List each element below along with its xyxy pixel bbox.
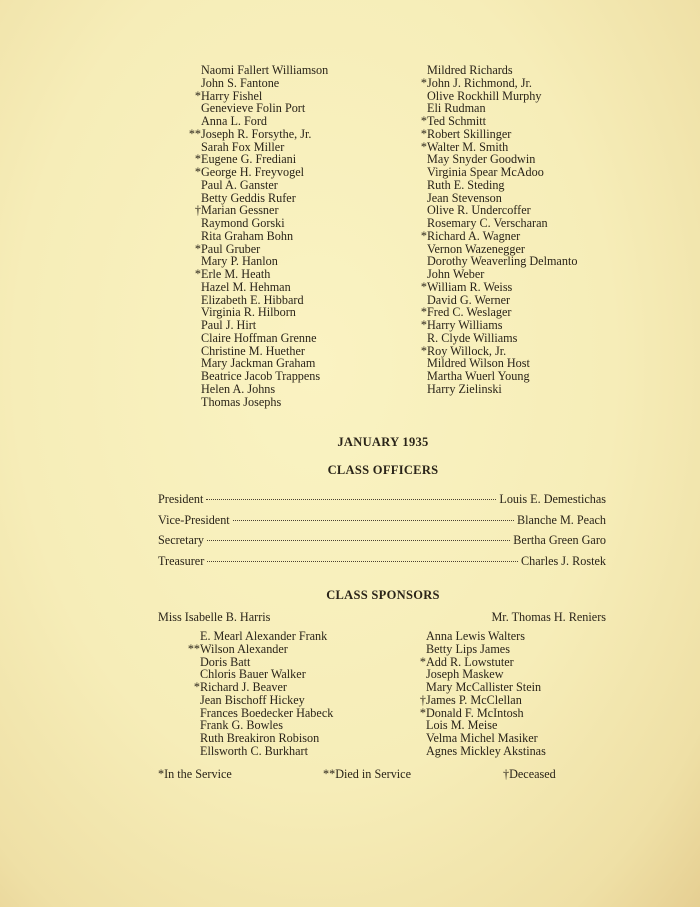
person-name: Mildred Richards bbox=[427, 63, 513, 77]
person-name: Jean Stevenson bbox=[427, 190, 502, 205]
leader-dots bbox=[206, 499, 496, 500]
status-mark: * bbox=[420, 114, 427, 128]
person-name: William R. Weiss bbox=[427, 279, 513, 294]
person-name: Sarah Fox Miller bbox=[201, 139, 285, 154]
person-name: Mildred Wilson Host bbox=[427, 356, 530, 371]
person-name: May Snyder Goodwin bbox=[427, 152, 536, 167]
person-name: Velma Michel Masiker bbox=[426, 731, 538, 745]
person-name: Vernon Wazenegger bbox=[427, 241, 525, 256]
legend-deceased: †Deceased bbox=[503, 767, 556, 781]
officer-row-secretary bbox=[158, 533, 606, 548]
officer-role: President bbox=[158, 492, 204, 506]
sponsor-left: Miss Isabelle B. Harris bbox=[158, 610, 271, 624]
person-name: Raymond Gorski bbox=[201, 216, 285, 230]
person-name: Anna Lewis Walters bbox=[426, 629, 525, 643]
status-mark: * bbox=[420, 343, 427, 358]
person-name: Ruth Breakiron Robison bbox=[200, 731, 320, 745]
leader-dots bbox=[207, 540, 510, 541]
status-mark: * bbox=[194, 267, 201, 281]
status-mark: ** bbox=[188, 126, 201, 141]
person-name: Donald F. McIntosh bbox=[426, 705, 524, 720]
person-name: Wilson Alexander bbox=[200, 641, 288, 656]
person-name: Eli Rudman bbox=[427, 101, 486, 116]
status-mark: * bbox=[193, 680, 200, 694]
officer-name: Louis E. Demestichas bbox=[499, 492, 606, 506]
person-name: Martha Wuerl Young bbox=[427, 369, 530, 383]
status-mark: * bbox=[420, 126, 427, 141]
person-name: Erle M. Heath bbox=[201, 267, 271, 281]
name-entry bbox=[201, 396, 328, 409]
person-name: Marian Gessner bbox=[201, 203, 279, 218]
status-mark: † bbox=[194, 203, 201, 218]
person-name: Betty Lips James bbox=[426, 641, 510, 656]
status-mark: * bbox=[194, 88, 201, 103]
person-name: Mary McCallister Stein bbox=[426, 680, 542, 694]
officer-name: Blanche M. Peach bbox=[516, 513, 606, 527]
person-name: Agnes Mickley Akstinas bbox=[426, 743, 546, 758]
status-mark: * bbox=[420, 279, 427, 294]
person-name: David G. Werner bbox=[427, 292, 511, 307]
status-mark: * bbox=[420, 75, 427, 90]
name-entry bbox=[426, 745, 546, 758]
person-name: Robert Skillinger bbox=[427, 126, 512, 141]
person-name: Harry Fishel bbox=[201, 88, 263, 103]
person-name: Thomas Josephs bbox=[201, 394, 282, 409]
person-name: James P. McClellan bbox=[426, 692, 522, 707]
person-name: Olive R. Undercoffer bbox=[427, 203, 531, 218]
name-entry bbox=[200, 745, 333, 758]
sponsors-heading: CLASS SPONSORS bbox=[326, 588, 440, 602]
status-mark: * bbox=[420, 228, 427, 243]
officer-role: Vice-President bbox=[158, 513, 230, 527]
person-name: Paul A. Ganster bbox=[201, 177, 278, 192]
person-name: Dorothy Weaverling Delmanto bbox=[427, 254, 578, 269]
person-name: John J. Richmond, Jr. bbox=[427, 75, 532, 90]
status-mark: * bbox=[420, 305, 427, 320]
person-name: Richard A. Wagner bbox=[427, 228, 521, 243]
status-mark: * bbox=[194, 241, 201, 256]
person-name: E. Mearl Alexander Frank bbox=[200, 629, 328, 643]
person-name: Paul J. Hirt bbox=[201, 318, 257, 332]
person-name: Eugene G. Frediani bbox=[201, 152, 297, 167]
person-name: Elizabeth E. Hibbard bbox=[201, 292, 304, 307]
person-name: Rosemary C. Verscharan bbox=[427, 216, 548, 230]
person-name: Mary Jackman Graham bbox=[201, 356, 316, 371]
officer-row-president bbox=[158, 492, 606, 507]
person-name: Genevieve Folin Port bbox=[201, 101, 306, 116]
person-name: Olive Rockhill Murphy bbox=[427, 88, 542, 103]
leader-dots bbox=[233, 520, 514, 521]
status-mark: * bbox=[194, 165, 201, 179]
status-mark: * bbox=[194, 152, 201, 167]
person-name: Walter M. Smith bbox=[427, 139, 509, 154]
officer-row-vice-president bbox=[158, 513, 606, 528]
person-name: Ruth E. Steding bbox=[427, 177, 505, 192]
person-name: George H. Freyvogel bbox=[201, 165, 305, 179]
officer-name: Bertha Green Garo bbox=[513, 533, 606, 547]
officer-role: Treasurer bbox=[158, 554, 205, 568]
person-name: Ellsworth C. Burkhart bbox=[200, 743, 308, 758]
officers-heading: CLASS OFFICERS bbox=[327, 463, 439, 477]
name-list-top-right bbox=[420, 63, 578, 396]
name-list-bottom-right bbox=[419, 629, 546, 758]
person-name: Anna L. Ford bbox=[201, 114, 268, 128]
person-name: Mary P. Hanlon bbox=[201, 254, 278, 269]
sponsor-right: Mr. Thomas H. Reniers bbox=[491, 610, 606, 624]
person-name: Jean Bischoff Hickey bbox=[200, 692, 305, 707]
officer-row-treasurer bbox=[158, 554, 606, 569]
class-heading: JANUARY 1935 bbox=[337, 435, 429, 449]
officer-name: Charles J. Rostek bbox=[521, 554, 606, 568]
person-name: Fred C. Weslager bbox=[427, 305, 512, 320]
person-name: R. Clyde Williams bbox=[427, 330, 518, 345]
legend-died-in-service: **Died in Service bbox=[323, 767, 411, 781]
name-list-bottom-left bbox=[187, 629, 334, 758]
leader-dots bbox=[207, 561, 518, 562]
person-name: Frank G. Bowles bbox=[200, 718, 283, 733]
person-name: Helen A. Johns bbox=[201, 381, 276, 396]
person-name: Richard J. Beaver bbox=[200, 680, 287, 694]
person-name: Rita Graham Bohn bbox=[201, 228, 294, 243]
person-name: Claire Hoffman Grenne bbox=[201, 330, 317, 345]
person-name: Naomi Fallert Williamson bbox=[201, 63, 329, 77]
person-name: Ted Schmitt bbox=[427, 114, 487, 128]
person-name: Frances Boedecker Habeck bbox=[200, 705, 334, 720]
person-name: Betty Geddis Rufer bbox=[201, 190, 296, 205]
person-name: Virginia R. Hilborn bbox=[201, 305, 296, 320]
person-name: Hazel M. Hehman bbox=[201, 279, 291, 294]
status-mark: † bbox=[419, 692, 426, 707]
person-name: John S. Fantone bbox=[201, 75, 280, 90]
officer-role: Secretary bbox=[158, 533, 205, 547]
person-name: Christine M. Huether bbox=[201, 343, 305, 358]
person-name: Lois M. Meise bbox=[426, 718, 498, 733]
person-name: Paul Gruber bbox=[201, 241, 261, 256]
person-name: Roy Willock, Jr. bbox=[427, 343, 507, 358]
name-entry bbox=[427, 383, 577, 396]
person-name: John Weber bbox=[427, 267, 485, 281]
person-name: Beatrice Jacob Trappens bbox=[201, 369, 321, 383]
status-mark: * bbox=[419, 705, 426, 720]
person-name: Joseph Maskew bbox=[426, 667, 504, 682]
status-mark: * bbox=[420, 318, 427, 332]
person-name: Add R. Lowstuter bbox=[426, 654, 514, 669]
legend-in-service: *In the Service bbox=[158, 767, 232, 781]
status-mark: * bbox=[420, 139, 427, 154]
name-list-top-left bbox=[188, 63, 329, 409]
status-mark: * bbox=[419, 654, 426, 669]
person-name: Harry Williams bbox=[427, 318, 503, 332]
person-name: Virginia Spear McAdoo bbox=[427, 165, 544, 179]
person-name: Harry Zielinski bbox=[427, 381, 502, 396]
person-name: Chloris Bauer Walker bbox=[200, 667, 306, 682]
person-name: Doris Batt bbox=[200, 654, 251, 669]
status-mark: ** bbox=[187, 641, 200, 656]
person-name: Joseph R. Forsythe, Jr. bbox=[201, 126, 312, 141]
